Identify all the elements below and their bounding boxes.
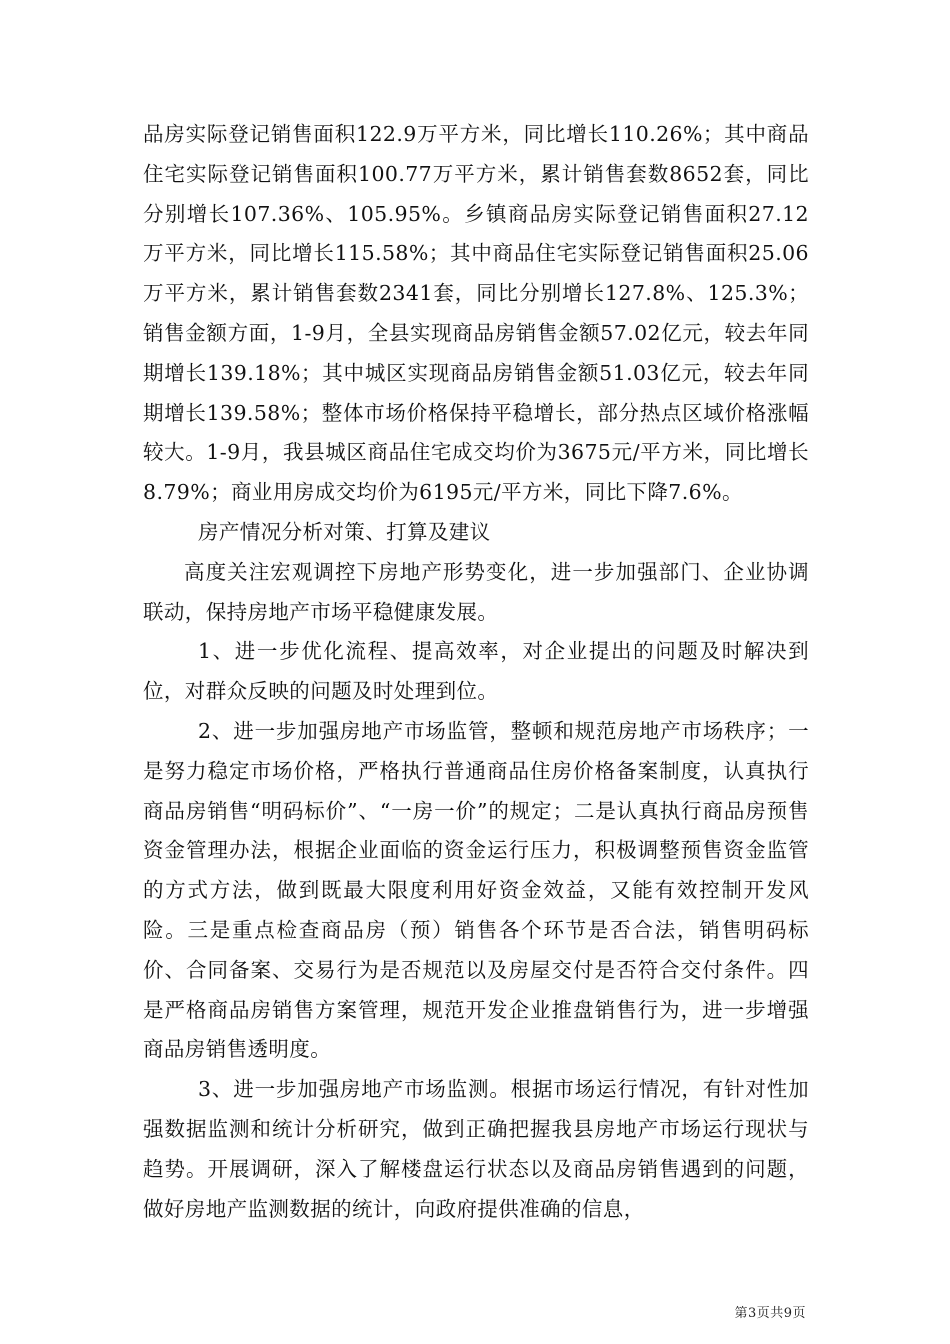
document-body: [143, 115, 809, 1229]
paragraph-item-3: 3、进一步加强房地产市场监测。根据市场运行情况，有针对性加强数据监测和统计分析研究，做到正确把握我县房地产市场运行现状与趋势。开展调研，深入了解楼盘运行状态以及商品房销售遇到的问题，做好房地产监测数据的统计，向政府提供准确的信息，: [143, 1077, 809, 1221]
paragraph-intro: 高度关注宏观调控下房地产形势变化，进一步加强部门、企业协调联动，保持房地产市场平稳健康发展。: [143, 559, 809, 624]
paragraph-item-2: 2、进一步加强房地产市场监管，整顿和规范房地产市场秩序；一是努力稳定市场价格，严格执行普通商品住房价格备案制度，认真执行商品房销售“明码标价”、“一房一价”的规定；二是认真执行商品房预售资金管理办法，根据企业面临的资金运行压力，积极调整预售资金监管的方式方法，做到既最大限度利用好资金效益，又能有效控制开发风险。三是重点检查商品房（预）销售各个环节是否合法，销售明码标价、合同备案、交易行为是否规范以及房屋交付是否符合交付条件。四是严格商品房销售方案管理，规范开发企业推盘销售行为，进一步增强商品房销售透明度。: [143, 718, 809, 1062]
page-number-footer: 第3页共9页: [734, 1306, 806, 1321]
paragraph-sales-statistics: 品房实际登记销售面积122.9万平方米，同比增长110.26%；其中商品住宅实际登记销售面积100.77万平方米，累计销售套数8652套，同比分别增长107.36%、105.95%。乡镇商品房实际登记销售面积27.12万平方米，同比增长115.58%；其中商品住宅实际登记销售面积25.06万平方米，累计销售套数2341套，同比分别增长127.8%、125.3%；销售金额方面，1-9月，全县实现商品房销售金额57.02亿元，较去年同期增长139.18%；其中城区实现商品房销售金额51.03亿元，较去年同期增长139.58%；整体市场价格保持平稳增长，部分热点区域价格涨幅较大。1-9月，我县城区商品住宅成交均价为3675元/平方米，同比增长8.79%；商业用房成交均价为6195元/平方米，同比下降7.6%。: [143, 122, 809, 505]
section-heading: 房产情况分析对策、打算及建议: [198, 519, 491, 544]
paragraph-item-1: 1、进一步优化流程、提高效率，对企业提出的问题及时解决到位，对群众反映的问题及时处理到位。: [143, 639, 809, 704]
